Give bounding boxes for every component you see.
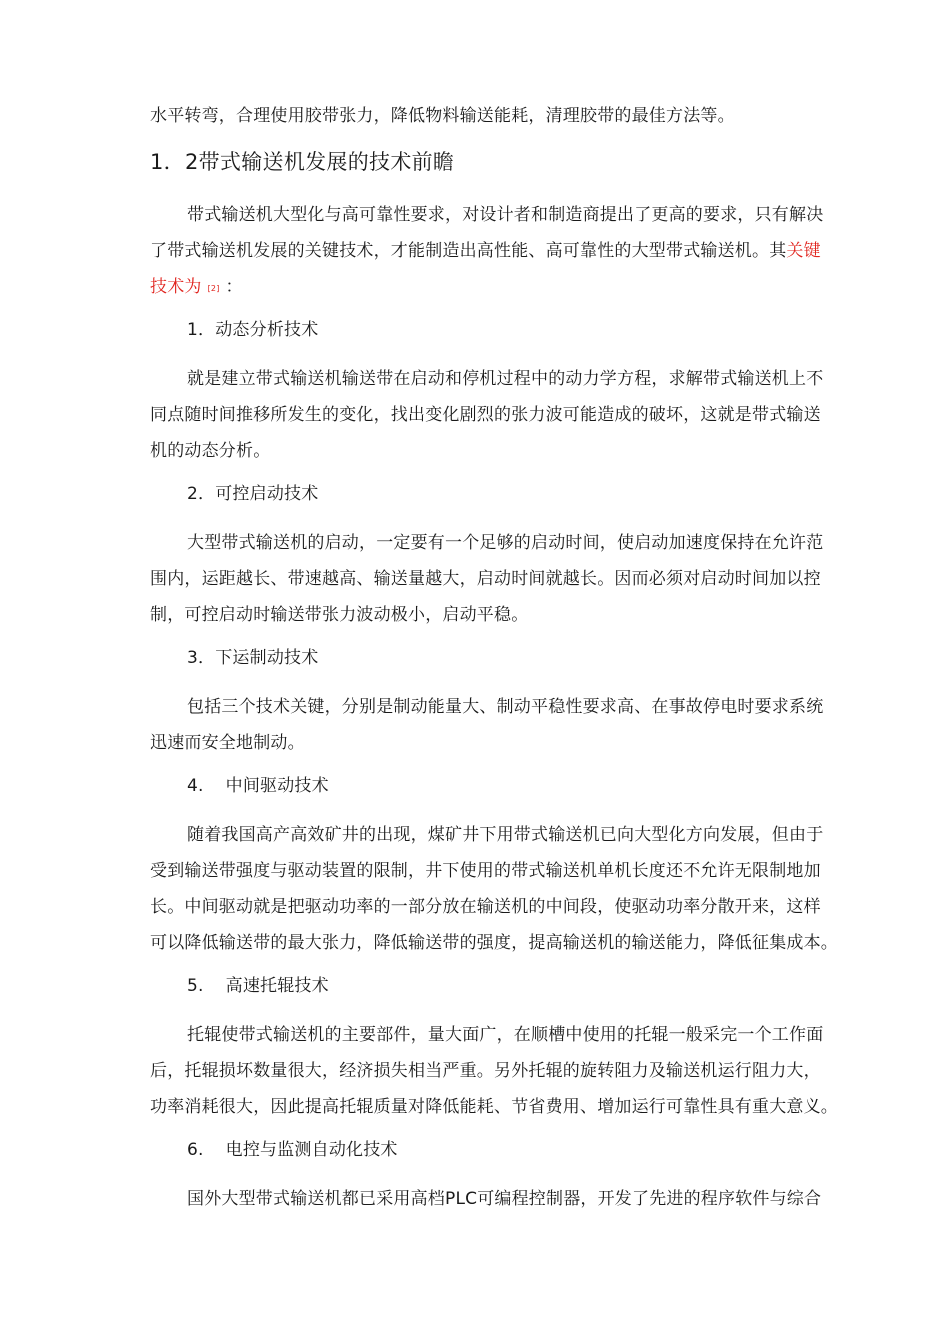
subsection-number: 4. <box>187 776 204 796</box>
text-run: 大型带式输送机的启动，一定要有一个足够的启动时间，使启动加速度保持在允许范 <box>187 533 824 553</box>
text-run: 包括三个技术关键，分别是制动能量大、制动平稳性要求高、在事故停电时要求系统 <box>187 697 824 717</box>
highlighted-text: 关键 <box>786 241 821 261</box>
paragraph-line <box>150 566 821 592</box>
paragraph-line <box>187 1022 823 1048</box>
heading-text: 1．2带式输送机发展的技术前瞻 <box>150 150 455 174</box>
paragraph-line <box>150 930 838 956</box>
text-run: 后，托辊损坏数量很大，经济损失相当严重。另外托辊的旋转阻力及输送机运行阻力大， <box>150 1061 821 1081</box>
subsection-title-text: 电控与监测自动化技术 <box>225 1140 398 1160</box>
subsection-title-text: 3．下运制动技术 <box>187 648 319 668</box>
subsection-number: 6. <box>187 1140 204 1160</box>
subsection-title <box>187 1137 398 1163</box>
paragraph-line <box>150 894 821 920</box>
paragraph-line <box>150 858 821 884</box>
subsection-title-text: 1．动态分析技术 <box>187 320 319 340</box>
subsection-title-text: 高速托辊技术 <box>225 976 329 996</box>
paragraph-line <box>150 438 270 464</box>
paragraph-line <box>150 1058 821 1084</box>
paragraph-line <box>150 730 305 756</box>
text-run: 机的动态分析。 <box>150 441 271 461</box>
text-run: 功率消耗很大，因此提高托辊质量对降低能耗、节省费用、增加运行可靠性具有重大意义。 <box>150 1097 838 1117</box>
paragraph-line <box>187 822 823 848</box>
paragraph-line <box>187 694 823 720</box>
text-run: 围内，运距越长、带速越高、输送量越大，启动时间就越长。因而必须对启动时间加以控 <box>150 569 821 589</box>
text-run: 随着我国高产高效矿井的出现，煤矿井下用带式输送机已向大型化方向发展，但由于 <box>187 825 824 845</box>
paragraph-line <box>150 402 821 428</box>
body-text-line <box>150 103 735 129</box>
subsection-title <box>187 481 318 507</box>
paragraph-line <box>150 274 243 303</box>
subsection-title-text: 中间驱动技术 <box>225 776 329 796</box>
subsection-title <box>187 317 318 343</box>
subsection-number: 5. <box>187 976 204 996</box>
text-run: 长。中间驱动就是把驱动功率的一部分放在输送机的中间段，使驱动功率分散开来，这样 <box>150 897 821 917</box>
text-run: 迅速而安全地制动。 <box>150 733 305 753</box>
paragraph-line <box>150 1094 838 1120</box>
text-run: 了带式输送机发展的关键技术，才能制造出高性能、高可靠性的大型带式输送机。其 <box>150 241 787 261</box>
paragraph-line <box>187 530 823 556</box>
subsection-title <box>187 645 318 671</box>
text-run: 制，可控启动时输送带张力波动极小，启动平稳。 <box>150 605 529 625</box>
text-run: 带式输送机大型化与高可靠性要求，对设计者和制造商提出了更高的要求，只有解决 <box>187 205 824 225</box>
text-run: 可以降低输送带的最大张力，降低输送带的强度，提高输送机的输送能力，降低征集成本。 <box>150 933 838 953</box>
text-run: 国外大型带式输送机都已采用高档PLC可编程控制器，开发了先进的程序软件与综合 <box>187 1189 822 1209</box>
paragraph-line <box>150 602 528 628</box>
section-heading <box>150 147 454 177</box>
highlighted-text: 技术为 <box>150 277 202 297</box>
text-run: 水平转弯，合理使用胶带张力，降低物料输送能耗，清理胶带的最佳方法等。 <box>150 106 735 126</box>
paragraph-line <box>187 366 823 392</box>
subsection-title-text: 2．可控启动技术 <box>187 484 319 504</box>
text-run: 同点随时间推移所发生的变化，找出变化剧烈的张力波可能造成的破坏，这就是带式输送 <box>150 405 821 425</box>
text-run: 托辊使带式输送机的主要部件，量大面广，在顺槽中使用的托辊一般采完一个工作面 <box>187 1025 824 1045</box>
paragraph-line <box>187 1186 821 1212</box>
paragraph-line <box>187 202 823 228</box>
text-run: 就是建立带式输送机输送带在启动和停机过程中的动力学方程，求解带式输送机上不 <box>187 369 824 389</box>
citation-marker[interactable]: [2] <box>207 284 220 293</box>
text-run: ： <box>225 277 243 297</box>
subsection-title <box>187 773 329 799</box>
subsection-title <box>187 973 329 999</box>
text-run: 受到输送带强度与驱动装置的限制，井下使用的带式输送机单机长度还不允许无限制地加 <box>150 861 821 881</box>
paragraph-line <box>150 238 821 264</box>
